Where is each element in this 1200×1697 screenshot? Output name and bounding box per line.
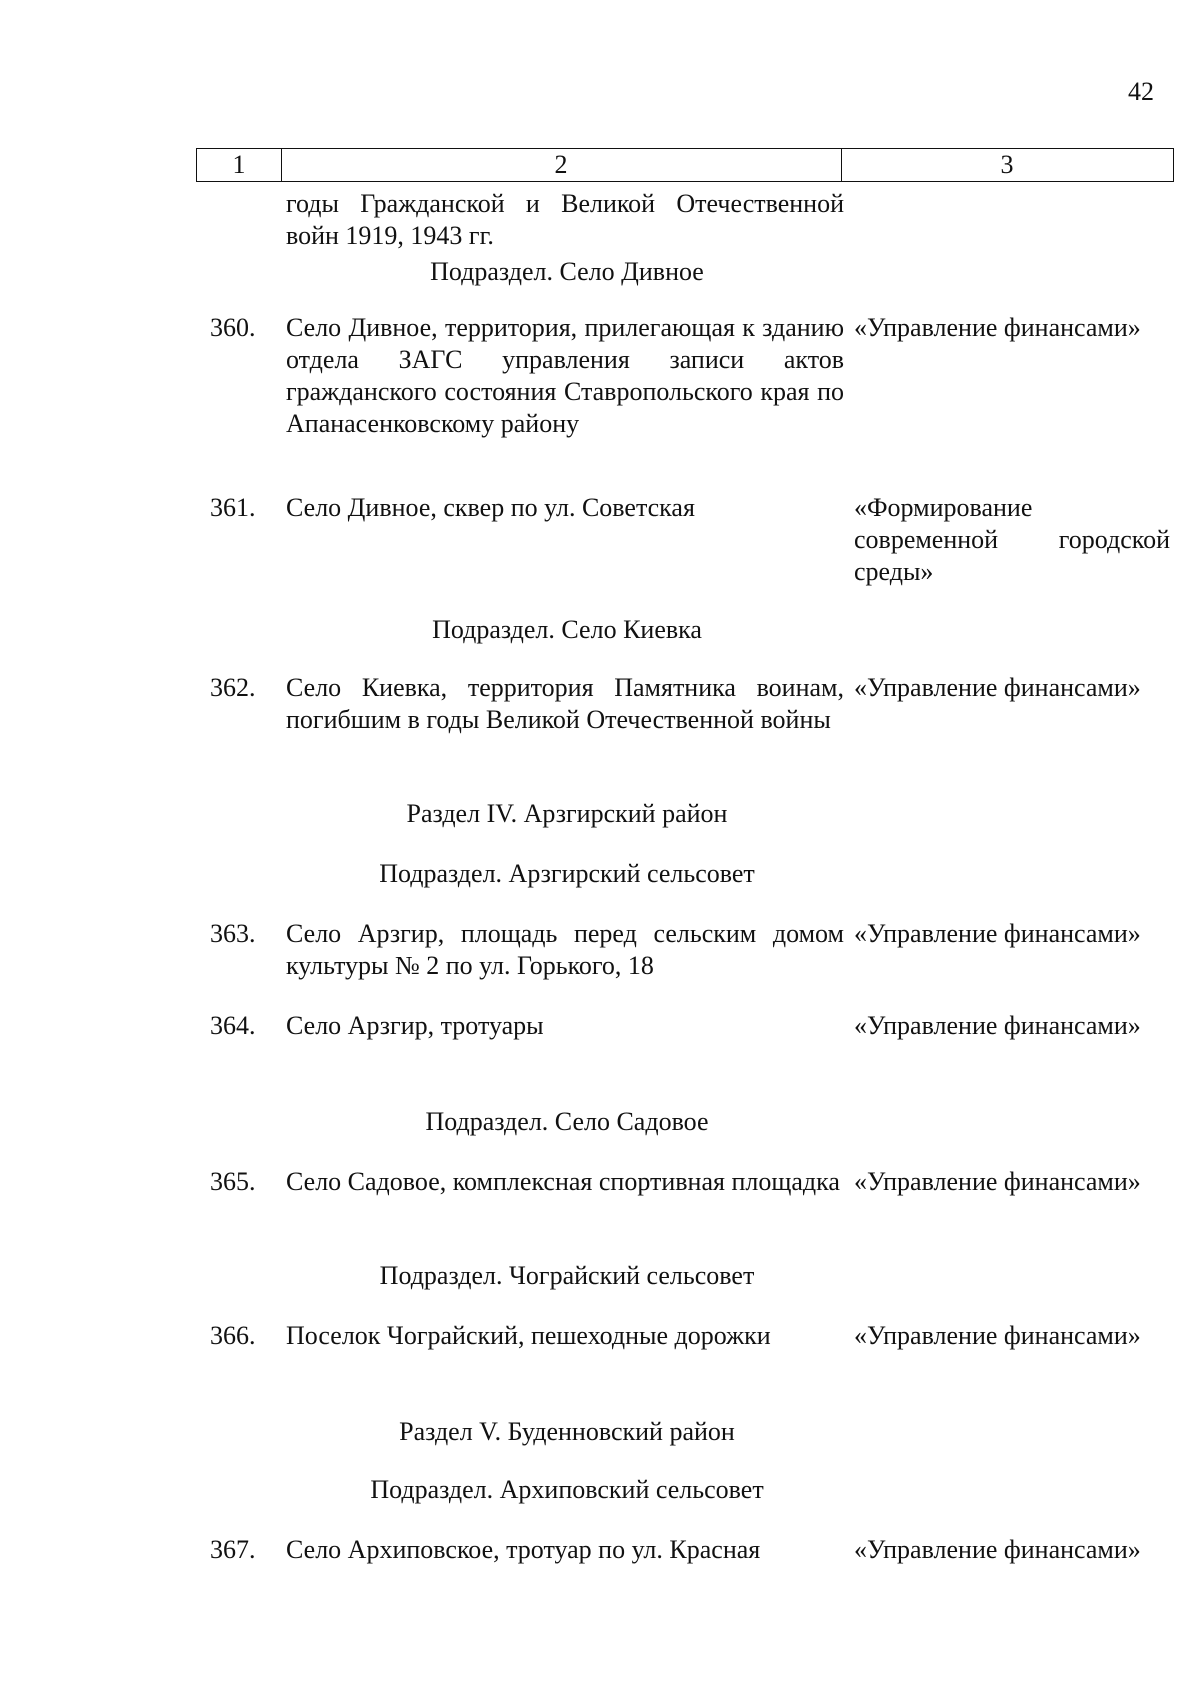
row-number: 360. — [210, 313, 256, 342]
row-program: «Управление финансами» — [854, 313, 1141, 342]
row-description: Село Арзгир, площадь перед сельским домом культуры № 2 по ул. Горького, 18 — [286, 919, 844, 980]
row-number: 362. — [210, 673, 256, 702]
row-program: «Управление финансами» — [854, 1321, 1141, 1350]
row-program: «Управление финансами» — [854, 1167, 1141, 1196]
row-description: Село Дивное, территория, прилегающая к зданию отдела ЗАГС управления записи актов гражданского состояния Ставропольского края по Апанасенковскому району — [286, 313, 844, 438]
row-program: «Управление финансами» — [854, 919, 1141, 948]
header-col-3: 3 — [1000, 150, 1014, 179]
row-description: Село Садовое, комплексная спортивная площадка — [286, 1167, 840, 1196]
row-program: «Управление финансами» — [854, 1011, 1141, 1040]
row-number: 364. — [210, 1011, 256, 1040]
row-number: 367. — [210, 1535, 256, 1564]
row-number: 363. — [210, 919, 256, 948]
subsection-heading: Подраздел. Чограйский сельсовет — [379, 1261, 755, 1290]
row-program: «Управление финансами» — [854, 673, 1141, 702]
subsection-heading: Подраздел. Архиповский сельсовет — [370, 1475, 764, 1504]
row-description: Село Дивное, сквер по ул. Советская — [286, 493, 695, 522]
continuation-text: годы Гражданской и Великой Отечественной войн 1919, 1943 гг. — [286, 189, 844, 250]
subsection-heading: Подраздел. Село Садовое — [425, 1107, 709, 1136]
header-col-1: 1 — [197, 149, 282, 181]
table-header — [196, 148, 1174, 182]
subsection-heading: Подраздел. Село Киевка — [432, 615, 702, 644]
page-number: 42 — [1128, 77, 1154, 106]
row-number: 365. — [210, 1167, 256, 1196]
section-heading: Раздел V. Буденновский район — [399, 1417, 735, 1446]
subsection-heading: Подраздел. Арзгирский сельсовет — [379, 859, 755, 888]
row-description: Поселок Чограйский, пешеходные дорожки — [286, 1321, 771, 1350]
header-col-2: 2 — [281, 149, 842, 181]
subsection-heading: Подраздел. Село Дивное — [430, 257, 704, 286]
row-number: 361. — [210, 493, 256, 522]
row-program: «Формирование современной городской среды» — [854, 493, 1170, 586]
row-program: «Управление финансами» — [854, 1535, 1141, 1564]
section-heading: Раздел IV. Арзгирский район — [406, 799, 728, 828]
row-description: Село Киевка, территория Памятника воинам, погибшим в годы Великой Отечественной войны — [286, 673, 844, 734]
row-number: 366. — [210, 1321, 256, 1350]
row-description: Село Архиповское, тротуар по ул. Красная — [286, 1535, 761, 1564]
row-description: Село Арзгир, тротуары — [286, 1011, 544, 1040]
